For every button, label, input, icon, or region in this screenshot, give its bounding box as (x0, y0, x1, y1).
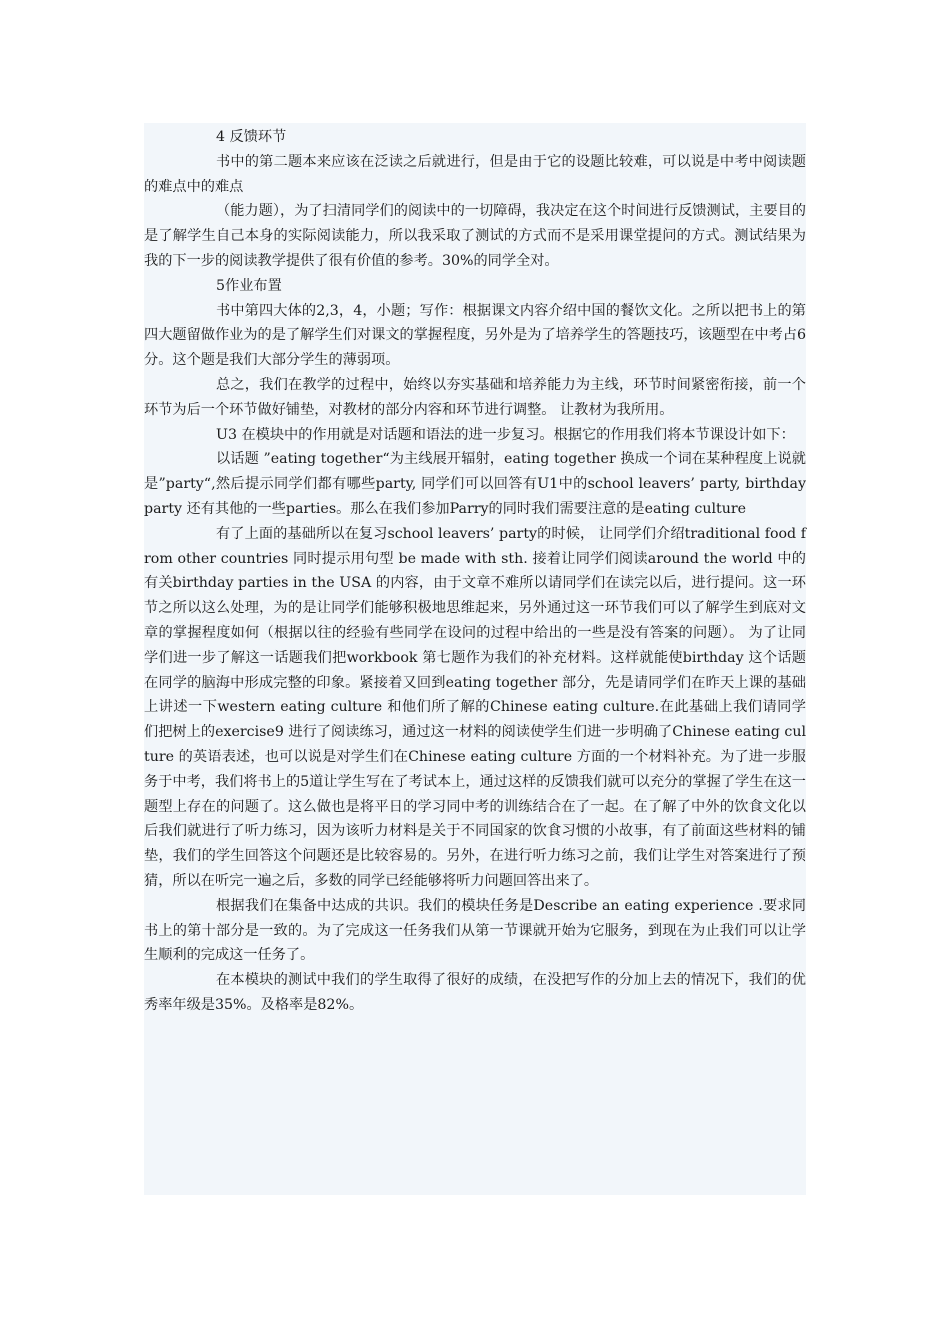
paragraph: 在本模块的测试中我们的学生取得了很好的成绩，在没把写作的分加上去的情况下，我们的优秀率年级是35%。及格率是82%。 (144, 972, 806, 1013)
paragraph: 书中第四大体的2,3，4，小题；写作：根据课文内容介绍中国的餐饮文化。之所以把书上的第四大题留做作业为的是了解学生们对课文的掌握程度，另外是为了培养学生的答题技巧，该题型在中考占6分。这个题是我们大部分学生的薄弱项。 (144, 302, 806, 369)
section-heading-feedback: 4 反馈环节 (216, 129, 287, 145)
section-heading-homework: 5作业布置 (216, 277, 282, 294)
paragraph: 根据我们在集备中达成的共识。我们的模块任务是Describe an eating experience .要求同书上的第十部分是一致的。为了完成这一任务我们从第一节课就开始为它服务，到现在为止我们可以让学生顺利的完成这一任务了。 (144, 897, 806, 964)
paragraph: 以话题 ”eating together“为主线展开辐射，eating together 换成一个词在某种程度上说就是”party“,然后提示同学们都有哪些party, 同学们可以回答有U1中的school leavers’ party, birthday party 还有其他的一些parties。那么在我们参加Parry的同时我们需要注意的是eating culture (144, 451, 806, 517)
document-text-block (144, 123, 806, 1195)
paragraph: （能力题），为了扫清同学们的阅读中的一切障碍，我决定在这个时间进行反馈测试，主要目的是了解学生自己本身的实际阅读能力，所以我采取了测试的方式而不是采用课堂提问的方式。测试结果为我的下一步的阅读教学提供了很有价值的参考。30%的同学全对。 (144, 203, 806, 269)
paragraph: 书中的第二题本来应该在泛读之后就进行，但是由于它的设题比较难，可以说是中考中阅读题的难点中的难点 (144, 153, 806, 195)
paragraph: 总之，我们在教学的过程中，始终以夯实基础和培养能力为主线，环节时间紧密衔接，前一个环节为后一个环节做好铺垫，对教材的部分内容和环节进行调整。 让教材为我所用。 (144, 376, 806, 418)
paragraph: 有了上面的基础所以在复习school leavers’ party的时候， 让同学们介绍traditional food from other countries 同时提示用句型 be made with sth. 接着让同学们阅读around the world 中的有关birthday parties in the USA 的内容，由于文章不难所以请同学们在读完以后，进行提问。这一环节之所以这么处理，为的是让同学们能够积极地思维起来，另外通过这一环节我们可以了解学生到底对文章的掌握程度如何（根据以往的经验有些同学在设问的过程中给出的一些是没有答案的问题）。 为了让同学们进一步了解这一话题我们把workbook 第七题作为我们的补充材料。这样就能使birthday 这个话题在同学的脑海中形成完整的印象。紧接着又回到eating together 部分，先是请同学们在昨天上课的基础上讲述一下western eating culture 和他们所了解的Chinese eating culture.在此基础上我们请同学们把树上的exercise9 进行了阅读练习，通过这一材料的阅读使学生们进一步明确了Chinese eating culture 的英语表述，也可以说是对学生们在Chinese eating culture 方面的一个材料补充。为了进一步服务于中考，我们将书上的5道让学生写在了考试本上，通过这样的反馈我们就可以充分的掌握了学生在这一题型上存在的问题了。这么做也是将平日的学习同中考的训练结合在了一起。在了解了中外的饮食文化以后我们就进行了听力练习，因为该听力材料是关于不同国家的饮食习惯的小故事，有了前面这些材料的铺垫，我们的学生回答这个问题还是比较容易的。另外，在进行听力练习之前，我们让学生对答案进行了预猜，所以在听完一遍之后，多数的同学已经能够将听力问题回答出来了。 (144, 525, 806, 889)
paragraph: U3 在模块中的作用就是对话题和语法的进一步复习。根据它的作用我们将本节课设计如下： (216, 426, 795, 443)
